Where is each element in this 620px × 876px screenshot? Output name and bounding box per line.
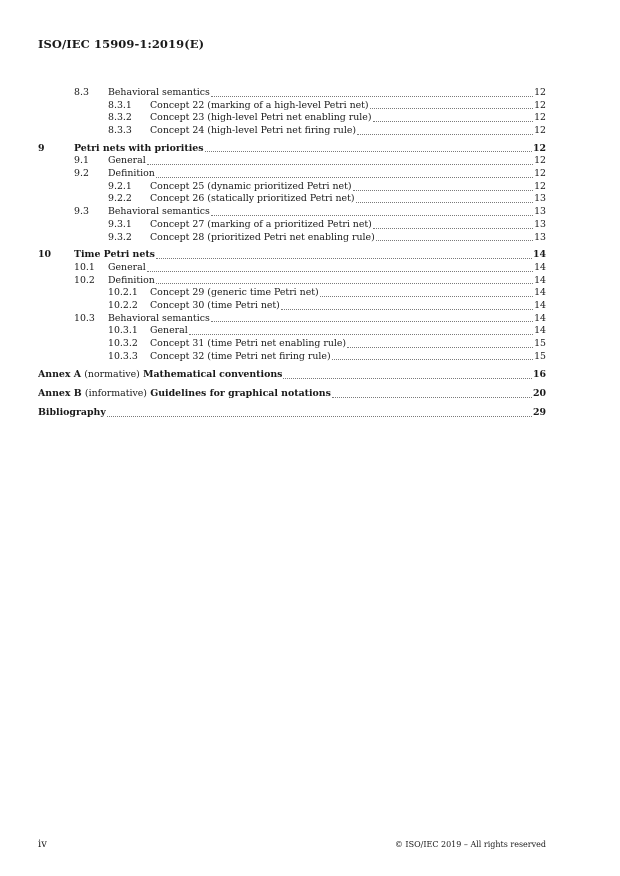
toc-entry-number: 10 xyxy=(38,249,52,261)
toc-entry-page: 15 xyxy=(534,350,546,362)
toc-entry-number: 10.2.2 xyxy=(108,299,138,311)
toc-entry-title: Concept 25 (dynamic prioritized Petri net) xyxy=(150,180,352,192)
toc-entry-title: Time Petri nets xyxy=(74,249,155,261)
toc-leader-dots xyxy=(283,378,532,379)
toc-entry-page: 14 xyxy=(534,325,546,337)
toc-entry-number: 10.1 xyxy=(74,261,95,273)
toc-entry-title: Concept 24 (high-level Petri net firing rule) xyxy=(150,125,357,137)
toc-entry-title xyxy=(38,369,282,382)
toc-entry-10[interactable] xyxy=(38,249,546,262)
toc-entry-10-3-3[interactable] xyxy=(38,351,546,364)
toc-entry-number: 9.1 xyxy=(74,155,89,167)
toc-entry-number: 9.2.2 xyxy=(108,193,132,205)
toc-entry-page: 12 xyxy=(534,112,546,124)
toc-leader-dots xyxy=(332,397,532,398)
toc-entry-page: 12 xyxy=(534,155,546,167)
toc-leader-dots xyxy=(156,283,533,284)
toc-leader-dots xyxy=(373,228,533,229)
toc-entry-9-3[interactable] xyxy=(38,206,546,219)
toc-entry-page: 12 xyxy=(534,180,546,192)
toc-entry-page: 12 xyxy=(534,168,546,180)
toc-entry-9-2[interactable] xyxy=(38,168,546,181)
toc-leader-dots xyxy=(156,177,533,178)
toc-entry-9-2-1[interactable] xyxy=(38,181,546,194)
toc-entry-page: 12 xyxy=(534,86,546,98)
toc-entry-number: 10.3.3 xyxy=(108,350,138,362)
toc-entry-number: 10.3.2 xyxy=(108,338,138,350)
toc-entry-page: 14 xyxy=(534,274,546,286)
toc-entry-number: 9.3.1 xyxy=(108,218,132,230)
toc-entry-title: Behavioral semantics xyxy=(108,312,210,324)
toc-leader-dots xyxy=(205,151,532,152)
toc-entry-annex-a[interactable] xyxy=(38,369,546,382)
toc-entry-title: Concept 22 (marking of a high-level Petri net) xyxy=(150,99,369,111)
toc-entry-number: 8.3 xyxy=(74,86,89,98)
toc-entry-title: Concept 32 (time Petri net firing rule) xyxy=(150,350,331,362)
toc-entry-page: 15 xyxy=(534,338,546,350)
toc-leader-dots xyxy=(332,359,533,360)
toc-leader-dots xyxy=(357,134,533,135)
page-number: iv xyxy=(38,839,47,850)
annex-title: Guidelines for graphical notations xyxy=(150,388,331,400)
toc-entry-title: Concept 29 (generic time Petri net) xyxy=(150,287,319,299)
toc-entry-number: 8.3.3 xyxy=(108,125,132,137)
toc-entry-page: 13 xyxy=(534,218,546,230)
toc-entry-title: Concept 27 (marking of a prioritized Petri net) xyxy=(150,218,372,230)
toc-leader-dots xyxy=(147,164,533,165)
toc-entry-number: 9.2 xyxy=(74,168,89,180)
toc-entry-page: 20 xyxy=(532,388,546,400)
toc-leader-dots xyxy=(376,240,533,241)
toc-entry-page: 12 xyxy=(532,142,546,154)
toc-entry-title: General xyxy=(108,155,146,167)
annex-kind: (normative) xyxy=(84,369,140,381)
toc-entry-page: 16 xyxy=(532,369,546,381)
toc-leader-dots xyxy=(347,347,533,348)
toc-leader-dots xyxy=(211,215,533,216)
toc-entry-bibliography[interactable] xyxy=(38,407,546,420)
annex-kind: (informative) xyxy=(84,388,147,400)
toc-entry-title: Behavioral semantics xyxy=(108,206,210,218)
document-header: ISO/IEC 15909-1:2019(E) xyxy=(38,37,205,51)
toc-entry-8-3-3[interactable] xyxy=(38,125,546,138)
toc-leader-dots xyxy=(353,190,534,191)
toc-entry-title: General xyxy=(150,325,188,337)
toc-entry-10-3-2[interactable] xyxy=(38,338,546,351)
toc-entry-page: 14 xyxy=(534,287,546,299)
toc-entry-number: 9.3 xyxy=(74,206,89,218)
toc-leader-dots xyxy=(107,416,532,417)
toc-entry-page: 29 xyxy=(532,406,546,418)
toc-leader-dots xyxy=(356,202,534,203)
toc-entry-page: 13 xyxy=(534,206,546,218)
table-of-contents xyxy=(38,87,546,420)
toc-leader-dots xyxy=(211,321,533,322)
toc-entry-title: Concept 31 (time Petri net enabling rule) xyxy=(150,338,347,350)
toc-entry-title xyxy=(38,388,331,401)
toc-entry-title: Concept 23 (high-level Petri net enabling rule) xyxy=(150,112,372,124)
toc-entry-title: Definition xyxy=(108,274,155,286)
toc-entry-number: 9.3.2 xyxy=(108,231,132,243)
copyright-notice: © ISO/IEC 2019 – All rights reserved xyxy=(394,840,546,849)
toc-entry-page: 14 xyxy=(534,312,546,324)
toc-leader-dots xyxy=(370,108,533,109)
toc-entry-number: 9.2.1 xyxy=(108,180,132,192)
toc-entry-10-2-1[interactable] xyxy=(38,287,546,300)
toc-entry-8-3-2[interactable] xyxy=(38,112,546,125)
toc-entry-9-3-1[interactable] xyxy=(38,219,546,232)
annex-label: Annex A xyxy=(38,369,81,381)
toc-entry-10-2[interactable] xyxy=(38,275,546,288)
toc-entry-page: 14 xyxy=(534,261,546,273)
toc-entry-annex-b[interactable] xyxy=(38,388,546,401)
toc-leader-dots xyxy=(147,271,533,272)
annex-title: Mathematical conventions xyxy=(143,369,283,381)
toc-leader-dots xyxy=(156,258,532,259)
toc-entry-8-3[interactable] xyxy=(38,87,546,100)
toc-entry-9[interactable] xyxy=(38,143,546,156)
toc-entry-title: Concept 30 (time Petri net) xyxy=(150,299,280,311)
toc-entry-title: Concept 26 (statically prioritized Petri net) xyxy=(150,193,355,205)
toc-entry-9-3-2[interactable] xyxy=(38,232,546,245)
toc-entry-title: Behavioral semantics xyxy=(108,86,210,98)
toc-entry-number: 10.3.1 xyxy=(108,325,138,337)
toc-leader-dots xyxy=(189,334,533,335)
toc-entry-9-2-2[interactable] xyxy=(38,194,546,207)
toc-entry-number: 10.3 xyxy=(74,312,95,324)
annex-label: Annex B xyxy=(38,388,82,400)
toc-entry-10-1[interactable] xyxy=(38,262,546,275)
toc-entry-10-3[interactable] xyxy=(38,313,546,326)
toc-entry-9-1[interactable] xyxy=(38,155,546,168)
toc-entry-page: 12 xyxy=(534,99,546,111)
toc-entry-title: General xyxy=(108,261,146,273)
toc-entry-page: 12 xyxy=(534,125,546,137)
toc-entry-number: 10.2 xyxy=(74,274,95,286)
toc-entry-number: 8.3.2 xyxy=(108,112,132,124)
toc-leader-dots xyxy=(373,121,534,122)
toc-leader-dots xyxy=(281,309,533,310)
toc-leader-dots xyxy=(320,296,533,297)
toc-entry-page: 14 xyxy=(534,299,546,311)
toc-entry-page: 13 xyxy=(534,231,546,243)
toc-entry-number: 8.3.1 xyxy=(108,99,132,111)
toc-entry-title: Concept 28 (prioritized Petri net enabling rule) xyxy=(150,231,375,243)
toc-entry-title: Bibliography xyxy=(38,406,106,418)
toc-entry-page: 14 xyxy=(532,249,546,261)
toc-entry-title: Petri nets with priorities xyxy=(74,142,204,154)
toc-entry-number: 10.2.1 xyxy=(108,287,138,299)
toc-leader-dots xyxy=(211,96,533,97)
toc-entry-title: Definition xyxy=(108,168,155,180)
toc-entry-number: 9 xyxy=(38,142,45,154)
toc-entry-8-3-1[interactable] xyxy=(38,100,546,113)
toc-entry-10-3-1[interactable] xyxy=(38,325,546,338)
toc-entry-page: 13 xyxy=(534,193,546,205)
toc-entry-10-2-2[interactable] xyxy=(38,300,546,313)
